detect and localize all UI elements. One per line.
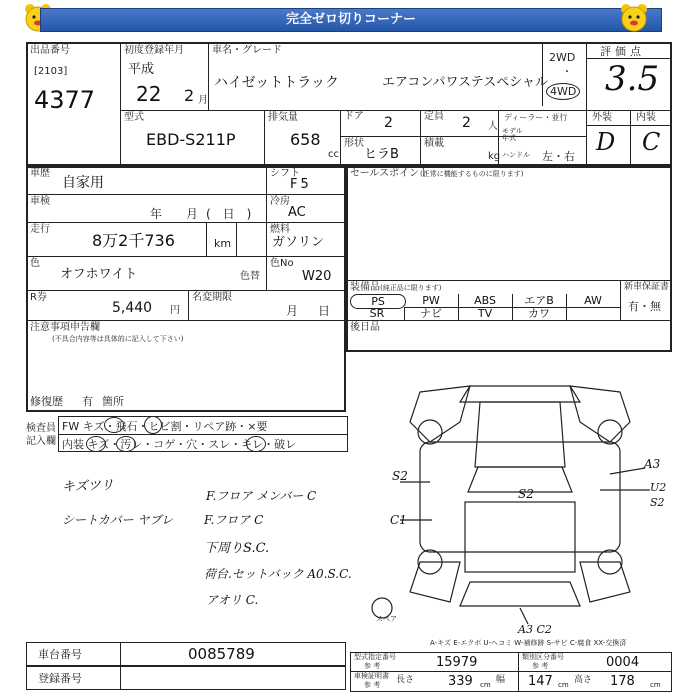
inspector-interior-row: 内装 キズ・汚レ・コゲ・穴・スレ・キレ・破レ (62, 438, 297, 451)
equipment-item: TV (458, 307, 513, 321)
diagram-bed (465, 502, 575, 572)
load-label: 積載 (424, 138, 444, 149)
chassis-value: 0085789 (188, 645, 255, 663)
diagram-spare-label: スペア (376, 615, 397, 623)
handwritten-center-1: F.フロア メンバー C (206, 489, 317, 503)
registration-month: 2 (184, 86, 195, 105)
diagram-mark-u2: U2 (650, 481, 667, 494)
doors-label: ドア (344, 111, 364, 122)
diagram-wheel-fl (418, 420, 442, 444)
color-code-value: W20 (302, 269, 332, 284)
lot-number: 4377 (34, 86, 96, 114)
mark-circle-kizu (104, 417, 124, 433)
equipment-item: ナビ (404, 307, 459, 321)
recycle-unit: 円 (170, 305, 180, 316)
doors-value: 2 (384, 115, 393, 131)
score-value: 3.5 (605, 59, 660, 99)
model-label: 型式 (124, 112, 144, 123)
mileage-value: 8万2千736 (92, 231, 175, 250)
registration-era: 平成 (128, 62, 155, 77)
height-label: 高さ (574, 675, 593, 685)
dimensions-label: 車検証明書 (354, 672, 389, 680)
handwritten-center-3: 下周りS.C. (204, 541, 270, 556)
equipment-item: AW (566, 294, 621, 308)
diagram-right-panel (570, 386, 630, 442)
equipment-label: 装備品 (350, 282, 380, 293)
handwritten-center-5: アオリ C. (206, 593, 259, 607)
width-value: 147 (528, 674, 553, 689)
mark-circle-kizu-int (86, 436, 106, 452)
aircon-value: AC (288, 205, 306, 220)
diagram-mark-s2-left: S2 (392, 469, 408, 483)
drive-2wd: 2WD (549, 51, 576, 64)
diagram-front-outline (460, 386, 580, 402)
tax-label: 名変期限 (192, 292, 232, 303)
color-code-label: 色No (270, 258, 294, 269)
category-value: 0004 (606, 655, 640, 670)
sales-point-label: セールスポイント (350, 168, 430, 179)
exterior-label: 外装 (592, 112, 612, 123)
car-label: 車名・グレード (212, 45, 282, 56)
mascot-bear-right-icon (618, 2, 650, 34)
repair-label: 修復歴 (30, 395, 63, 408)
diagram-left-rear (410, 562, 460, 602)
capacity-value: 2 (462, 115, 471, 131)
handwritten-left-2: シートカバー ヤブレ (62, 513, 173, 527)
warranty-label: 新車保証書 (624, 282, 670, 292)
capacity-unit: 人 (488, 121, 498, 132)
model-designation-label: 型式指定番号 (354, 653, 396, 661)
diagram-mark-a3c2: A3 C2 (518, 623, 552, 636)
equipment-item: PW (404, 294, 459, 308)
equipment-sub: (純正品に限ります) (380, 284, 442, 292)
handwritten-center-2: F.フロア C (204, 513, 264, 527)
diagram-legend: A-キズ E-エクボ U-ヘコミ W-補修跡 S-サビ C-腐食 XX-交換済 (430, 639, 627, 647)
color-value: オフホワイト (60, 267, 138, 282)
inspection-label: 車検 (30, 196, 50, 207)
capacity-label: 定員 (424, 111, 444, 122)
inspector-label: 検査員 記入欄 (26, 423, 56, 447)
lot-label: 出品番号 (30, 45, 70, 56)
registration-number-label: 登録番号 (38, 672, 82, 685)
repair-suffix: 箇所 (102, 395, 124, 408)
inspection-year-unit: 年 (150, 207, 163, 221)
width-label: 幅 (496, 675, 506, 685)
fuel-label: 燃料 (270, 224, 290, 235)
registration-month-unit: 月 (198, 95, 208, 106)
diagram-cab-roof (475, 402, 565, 467)
history-label: 車歴 (30, 168, 50, 179)
diagram-mark-s2-right: S2 (650, 496, 665, 509)
shape-label: 形状 (344, 138, 364, 149)
diagram-right-rear (580, 562, 630, 602)
shift-value: F5 (290, 177, 312, 192)
shape-value: ヒラB (364, 147, 399, 162)
mark-circle-tobiishi (144, 416, 162, 434)
category-label: 類別区分番号 (522, 653, 564, 661)
chassis-label: 車台番号 (38, 648, 82, 661)
category-sub: 参 考 (532, 662, 549, 670)
equipment-item: カワ (512, 307, 567, 321)
displacement-label: 排気量 (268, 112, 298, 123)
model-designation-sub: 参 考 (364, 662, 381, 670)
equipment-item: ABS (458, 294, 513, 308)
handwritten-center-4: 荷台.セットバック A0.S.C. (204, 567, 352, 581)
drive-4wd: 4WD (546, 83, 580, 100)
vehicle-details-frame (26, 166, 346, 412)
score-label: 評価点 (600, 45, 645, 58)
diagram-left-panel (410, 386, 470, 442)
sales-point-frame (346, 166, 672, 352)
handle-label: ハンドル (502, 151, 530, 159)
diagram-rear-panel (460, 582, 580, 606)
handwritten-left-1: キズツリ (61, 478, 114, 495)
tax-day-unit: 日 (318, 304, 331, 318)
notes-sub: (不具合内容等は具体的に記入して下さい) (52, 335, 184, 343)
color-change-label: 色替 (240, 271, 260, 282)
registration-year: 22 (136, 82, 162, 106)
interior-label: 内装 (636, 112, 656, 123)
equipment-item (566, 307, 621, 308)
mark-circle-yogore (116, 436, 136, 452)
diagram-wheel-fr (598, 420, 622, 444)
diagram-mark-a3: A3 (644, 457, 661, 471)
displacement-value: 658 (290, 130, 321, 149)
inspection-day-unit: (日) (206, 207, 264, 221)
accessories-label: 後日品 (350, 322, 380, 333)
aircon-label: 冷房 (270, 196, 290, 207)
inspector-exterior-row: FW キズ・飛石・ヒビ割・リペア跡・×要 (62, 420, 268, 433)
equipment-item: SR (350, 307, 405, 321)
height-unit: cm (650, 681, 661, 689)
repair-value: 有 (82, 395, 93, 408)
mark-circle-sure (246, 436, 266, 452)
sales-point-sub: (正常に機能するものに限ります) (420, 170, 524, 178)
year-model-label: モデル 年式 (502, 127, 523, 142)
length-value: 339 (448, 674, 473, 689)
length-label: 長さ (396, 675, 415, 685)
page-banner: 完全ゼロ切りコーナー (40, 8, 662, 32)
drive-separator: ・ (562, 67, 572, 78)
lot-code: [2103] (34, 66, 68, 77)
handle-value: 左・右 (542, 150, 575, 163)
equipment-item: エアB (512, 294, 567, 308)
load-unit: kg (488, 151, 501, 162)
mileage-label: 走行 (30, 224, 50, 235)
model-value: EBD-S211P (146, 130, 236, 149)
length-unit: cm (480, 681, 491, 689)
shift-label: シフト (270, 168, 300, 179)
fuel-value: ガソリン (272, 235, 325, 250)
dimensions-sub: 参 考 (364, 681, 381, 689)
registration-label: 初度登録年月 (124, 45, 184, 56)
recycle-value: 5,440 (112, 300, 153, 316)
history-value: 自家用 (62, 175, 104, 191)
mileage-unit: km (214, 237, 232, 250)
dealer-label: ディーラー・並行 (504, 113, 568, 122)
equipment-item: PS (350, 294, 406, 309)
tax-month-unit: 月 (286, 304, 299, 318)
notes-label: 注意事項申告欄 (30, 322, 100, 333)
interior-score: C (642, 128, 661, 156)
height-value: 178 (610, 674, 635, 689)
car-grade: エアコンパワステスペシャル (382, 75, 549, 90)
diagram-mark-s2-center: S2 (518, 487, 534, 501)
diagram-mark-c1: C1 (390, 513, 407, 527)
recycle-label: R券 (30, 292, 47, 303)
width-unit: cm (558, 681, 569, 689)
exterior-score: D (596, 128, 616, 156)
car-name: ハイゼットトラック (214, 75, 340, 91)
model-designation-value: 15979 (436, 655, 478, 670)
inspection-month-unit: 月 (186, 207, 199, 221)
warranty-value: 有・無 (628, 300, 661, 313)
displacement-unit: cc (328, 149, 339, 160)
color-label: 色 (30, 258, 40, 269)
